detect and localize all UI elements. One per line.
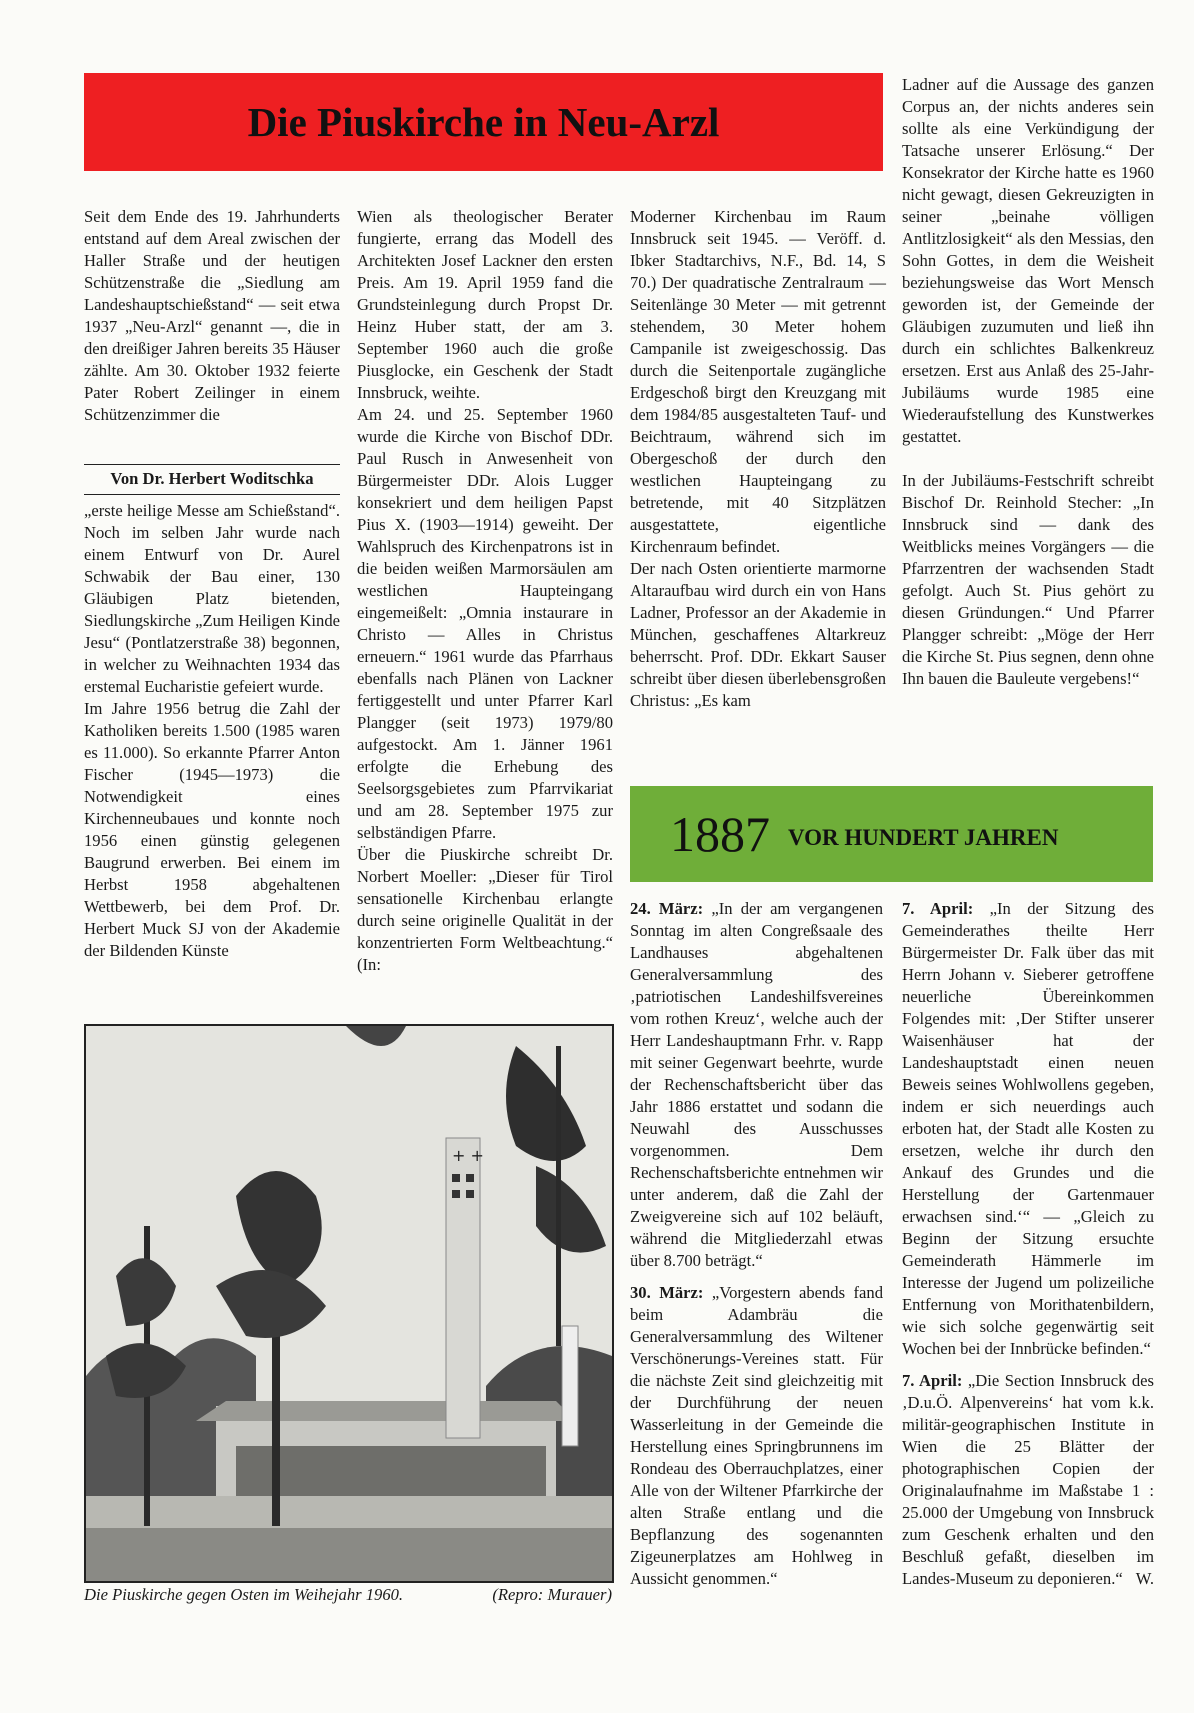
paragraph: Wien als theologischer Berater fungierte, errang das Modell des Architekten Josef Lackner den ersten Preis. Am 19. April 1959 fand die Grundsteinlegung durch Propst Dr. Heinz Huber statt, der am 3. September 1960 auch die große Piusglocke, ein Geschenk der Stadt Innsbruck, weihte. xyxy=(357,207,613,402)
paragraph: Der nach Osten orientierte marmorne Altaraufbau wird durch ein von Hans Ladner, Professor an der Akademie in München, geschaffenes Altarkreuz beherrscht. Prof. DDr. Ekkart Sauser schreibt über diesen überlebensgroßen Christus: „Es kam xyxy=(630,559,886,710)
paragraph: Ladner auf die Aussage des ganzen Corpus an, der nichts anderes sein sollte als eine Verkündigung der Tatsache unserer Erlösung.“ Der Konsekrator der Kirche hatte es 1960 nicht gewagt, diesen Gekreuzigten in seiner „beinahe völligen Antlitzlosigkeit“ als den Messias, den Sohn Gottes, in dem die Weisheit beziehungsweise das Wort Mensch geworden ist, der Gemeinde der Gläubigen zuzumuten und ließ ihn durch ein schlichtes Balkenkreuz ersetzen. Erst aus Anlaß des 25-Jahr-Jubiläums wurde 1985 eine Wiederaufstellung des Kunstwerkes gestattet. xyxy=(902,75,1154,446)
column-2 xyxy=(357,206,613,976)
entry-date: 24. März: xyxy=(630,899,704,918)
byline: Von Dr. Herbert Woditschka xyxy=(84,464,340,495)
column-1 xyxy=(84,206,340,426)
paragraph: Seit dem Ende des 19. Jahrhunderts entstand auf dem Areal zwischen der Haller Straße und der heutigen Schützenstraße die „Siedlung am Landeshauptschießstand“ — seit etwa 1937 „Neu-Arzl“ genannt —, die in den dreißiger Jahren bereits 35 Häuser zählte. Am 30. Oktober 1932 feierte Pater Robert Zeilinger in einem Schützenzimmer die xyxy=(84,207,340,424)
entry-text: „In der Sitzung des Gemeinderathes theilte Herr Bürgermeister Dr. Falk über das mit Herrn Johann v. Sieberer getroffene neuerliche Übereinkommen Folgendes mit: ‚Der Stifter unserer Waisenhäuser hat der Landeshauptstadt einen neuen Beweis seines Wohlwollens gegeben, indem er sich neuerdings auch erboten hat, der Stadt alle Kosten zu ersetzen, welche ihr durch den Ankauf des Grundes und die Herstellung der Gartenmauer erwachsen sind.‘“ — „Gleich zu Beginn der Sitzung ersuchte Gemeinderath Hämmerle im Interesse der Jugend um polizeiliche Entfernung von Morithatenbildern, wie sich solche gegenwärtig seit Wochen bei der Innbrücke befinden.“ xyxy=(902,899,1154,1358)
paragraph: Über die Piuskirche schreibt Dr. Norbert Moeller: „Dieser für Tirol sensationelle Kirchenbau erlangte durch seine originelle Qualität in der konzentrierten Form Weltbeachtung.“ (In: xyxy=(357,845,613,974)
entry-date: 7. April: xyxy=(902,899,974,918)
history-entry xyxy=(630,1282,883,1590)
paragraph: Moderner Kirchenbau im Raum Innsbruck seit 1945. — Veröff. d. Ibker Stadtarchivs, N.F., Bd. 14, S 70.) Der quadratische Zentralraum — Seitenlänge 30 Meter — mit getrennt stehendem, 30 Meter hohem Campanile ist zweigeschossig. Das durch die Seitenportale zugängliche Erdgeschoß birgt den Kreuzgang mit dem 1984/85 ausgestalteten Tauf- und Beichtraum, während sich im Obergeschoß der durch den westlichen Haupteingang zu betretende, mit 40 Sitzplätzen ausgestattete, eigentliche Kirchenraum befindet. xyxy=(630,207,886,556)
title-banner xyxy=(84,73,883,171)
paragraph: Am 24. und 25. September 1960 wurde die Kirche von Bischof DDr. Paul Rusch in Anwesenheit von Bürgermeister DDr. Alois Lugger konsekriert und dem heiligen Papst Pius X. (1903—1914) geweiht. Der Wahlspruch des Kirchenpatrons ist in die beiden weißen Marmorsäulen am westlichen Haupteingang eingemeißelt: „Omnia instaurare in Christo — Alles in Christus erneuern.“ 1961 wurde das Pfarrhaus ebenfalls nach Plänen von Lackner fertiggestellt und unter Pfarrer Karl Plangger (seit 1973) 1979/80 aufgestockt. Am 1. Jänner 1961 erfolgte die Erhebung des Seelsorgsgebietes zum Pfarrvikariat und am 28. September 1975 zur selbständigen Pfarre. xyxy=(357,405,613,842)
church-photo xyxy=(84,1024,614,1583)
entry-text: „Vorgestern abends fand beim Adambräu die Generalversammlung des Wiltener Verschönerungs-Vereines statt. Für die nächste Zeit sind gleichzeitig mit der Durchführung der neuen Wasserleitung in der Gemeinde die Herstellung eines Springbrunnens im Rondeau des Oberrauchplatzes, einer Alle von der Wiltener Pfarrkirche der alten Straße entlang und die Bepflanzung des sogenannten Zigeunerplatzes am Hohlweg in Aussicht genommen.“ xyxy=(630,1283,883,1588)
entry-date: 30. März: xyxy=(630,1283,704,1302)
history-box xyxy=(630,786,1153,882)
signature: W. xyxy=(1135,1569,1154,1588)
caption-text: Die Piuskirche gegen Osten im Weihejahr 1960. xyxy=(84,1585,404,1604)
caption-credit: (Repro: Murauer) xyxy=(492,1585,612,1604)
history-entry xyxy=(902,898,1154,1360)
column-3 xyxy=(630,206,886,712)
column-6 xyxy=(902,898,1154,1590)
column-4 xyxy=(902,74,1154,690)
history-entry xyxy=(630,898,883,1272)
paragraph: Im Jahre 1956 betrug die Zahl der Katholiken bereits 1.500 (1985 waren es 11.000). So erkannte Pfarrer Anton Fischer (1945—1973) die Notwendigkeit eines Kirchenneubaues und konnte noch 1956 einen günstig gelegenen Baugrund erwerben. Bei einem im Herbst 1958 abgehaltenen Wettbewerb, bei dem Prof. Dr. Herbert Muck SJ von der Akademie der Bildenden Künste xyxy=(84,699,340,960)
paragraph: In der Jubiläums-Festschrift schreibt Bischof Dr. Reinhold Stecher: „In Innsbruck sind — dank des Weitblicks meines Vorgängers — die Pfarrzentren der wachsenden Stadt gefolgt. Auch St. Pius gehört zu diesen Gründungen.“ Und Pfarrer Plangger schreibt: „Möge der Herr die Kirche St. Pius segnen, denn ohne Ihn bauen die Bauleute vergebens!“ xyxy=(902,471,1154,688)
history-label: VOR HUNDERT JAHREN xyxy=(788,825,1059,850)
entry-date: 7. April: xyxy=(902,1371,963,1390)
photo-caption xyxy=(84,1585,612,1605)
article-title: Die Piuskirche in Neu-Arzl xyxy=(247,99,720,145)
svg-text:+ +: + + xyxy=(452,1146,484,1165)
history-entry xyxy=(902,1370,1154,1590)
entry-text: „In der am vergangenen Sonntag im alten Congreßsaale des Landhauses abgehaltenen Generalversammlung des ‚patriotischen Landeshilfsvereines vom rothen Kreuz‘, welche auch der Herr Landeshauptmann Frhr. v. Rapp mit seiner Gegenwart beehrte, wurde der Rechenschaftsbericht über das Jahr 1886 erstattet und sodann die Neuwahl des Ausschusses vorgenommen. Dem Rechenschaftsberichte entnehmen wir unter anderem, daß die Zahl der Zweigvereine sich auf 102 beläuft, während die Mitgliederzahl etwas über 8.700 beträgt.“ xyxy=(630,899,883,1270)
column-1-continued xyxy=(84,500,340,962)
column-5 xyxy=(630,898,883,1590)
entry-text: „Die Section Innsbruck des ‚D.u.Ö. Alpenvereins‘ hat vom k.k. militär-geographischen Institute in Wien die 25 Blätter der photographischen Copien der Originalaufnahme im Maßstabe 1 : 25.000 der Umgebung von Innsbruck zum Geschenk erhalten und den Beschluß gefaßt, dieselben im Landes-Museum zu deponieren.“ xyxy=(902,1371,1154,1588)
history-year: 1887 xyxy=(670,806,770,862)
paragraph: „erste heilige Messe am Schießstand“. Noch im selben Jahr wurde nach einem Entwurf von Dr. Aurel Schwabik der Bau einer, 130 Gläubigen Platz bietenden, Siedlungskirche „Zum Heiligen Kinde Jesu“ (Pontlatzerstraße 38) begonnen, in welcher zu Weihnachten 1934 das erstemal Eucharistie gefeiert wurde. xyxy=(84,501,340,696)
